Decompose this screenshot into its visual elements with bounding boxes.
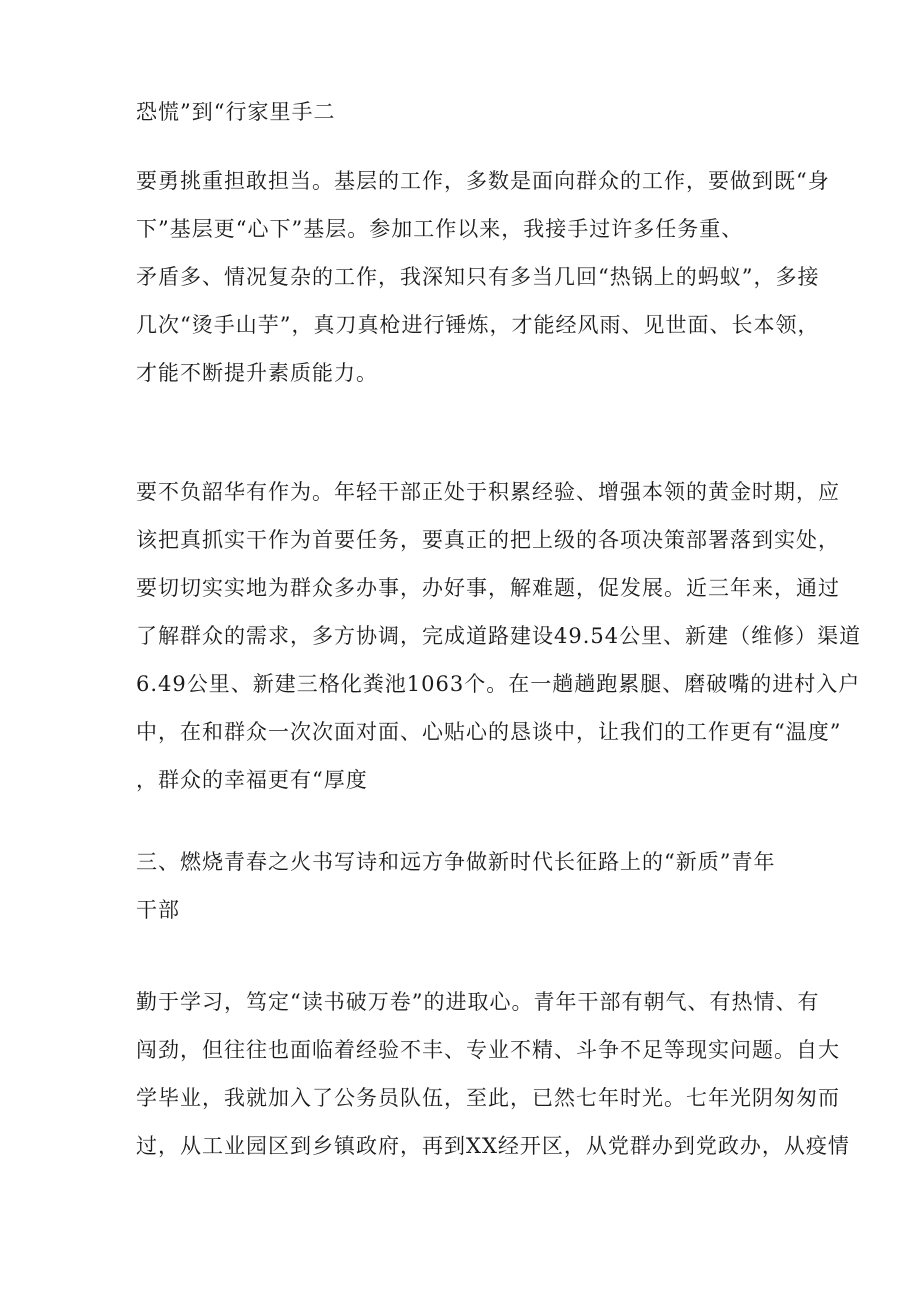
heading-3-line-1: 三、燃烧青春之火书写诗和远方争做新时代长征路上的“新质”青年 (136, 850, 776, 874)
paragraph-2-line-4: 了解群众的需求，多方协调，完成道路建设49.54公里、新建（维修）渠道 (136, 624, 862, 648)
paragraph-1-line-4: 几次“烫手山芋”，真刀真枪进行锤炼，才能经风雨、见世面、长本领， (136, 313, 820, 337)
paragraph-2-line-6: 中，在和群众一次次面对面、心贴心的恳谈中，让我们的工作更有“温度” (136, 720, 842, 744)
paragraph-2-line-7: ，群众的幸福更有“厚度 (136, 768, 368, 792)
paragraph-2-line-2: 该把真抓实干作为首要任务，要真正的把上级的各项决策部署落到实处， (136, 528, 840, 552)
paragraph-1-line-2: 下”基层更“心下”基层。参加工作以来，我接手过许多任务重、 (136, 217, 744, 241)
paragraph-2-line-1: 要不负韶华有作为。年轻干部正处于积累经验、增强本领的黄金时期，应 (136, 480, 840, 504)
paragraph-2-line-5: 6.49公里、新建三格化粪池1063个。在一趟趟跑累腿、磨破嘴的进村入户 (136, 672, 861, 696)
paragraph-3-line-3: 学毕业，我就加入了公务员队伍，至此，已然七年时光。七年光阴匆匆而 (136, 1086, 840, 1110)
heading-3-line-2: 干部 (136, 898, 180, 922)
paragraph-2-line-3: 要切切实实地为群众多办事，办好事，解难题，促发展。近三年来，通过 (136, 576, 840, 600)
paragraph-1-line-1: 要勇挑重担敢担当。基层的工作，多数是面向群众的工作，要做到既“身 (136, 169, 830, 193)
fragment-top-line: 恐慌”到“行家里手二 (136, 100, 336, 124)
paragraph-3-line-1: 勤于学习，笃定“读书破万卷”的进取心。青年干部有朝气、有热情、有 (136, 990, 820, 1014)
paragraph-3-line-4: 过，从工业园区到乡镇政府，再到XX经开区，从党群办到党政办，从疫情 (136, 1134, 850, 1158)
paragraph-1-line-5: 才能不断提升素质能力。 (136, 361, 378, 385)
paragraph-1-line-3: 矛盾多、情况复杂的工作，我深知只有多当几回“热锅上的蚂蚁”，多接 (136, 265, 820, 289)
paragraph-3-line-2: 闯劲，但往往也面临着经验不丰、专业不精、斗争不足等现实问题。自大 (136, 1038, 840, 1062)
